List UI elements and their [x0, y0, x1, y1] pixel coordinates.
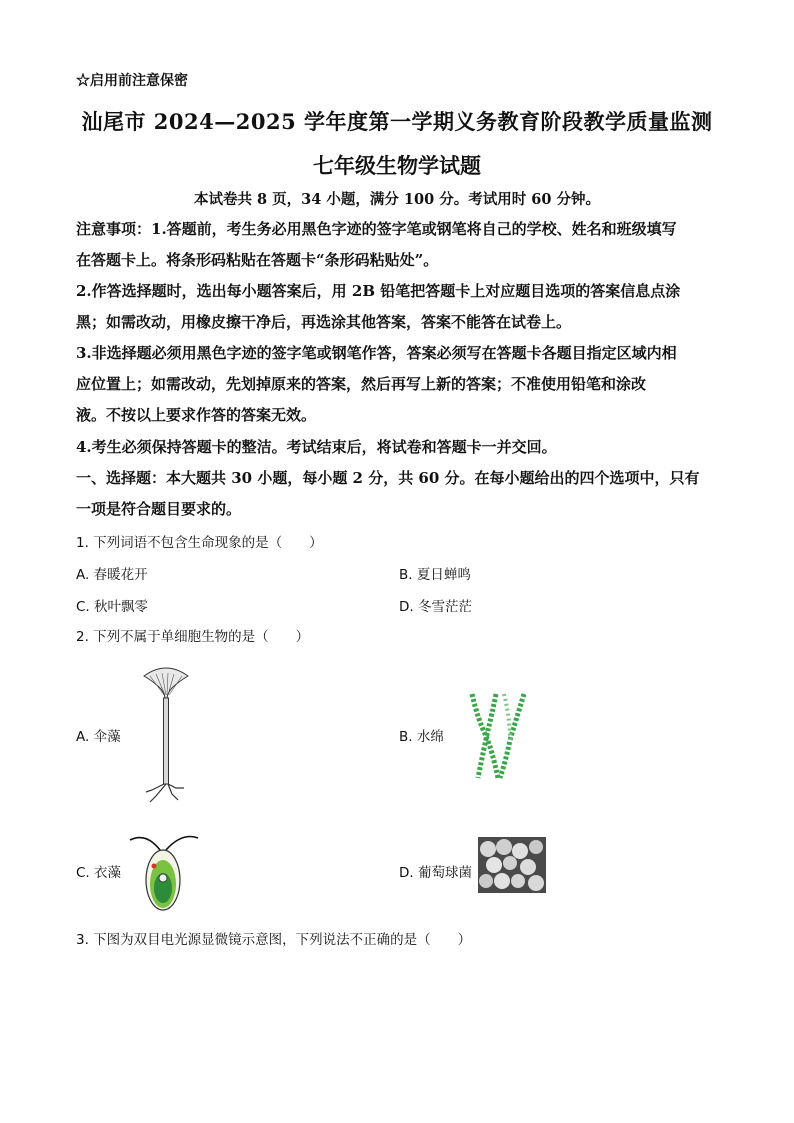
option-d[interactable]: D. 葡萄球菌 — [399, 865, 472, 881]
question-stem: 2. 下列不属于单细胞生物的是（ ） — [76, 629, 310, 645]
note-line: 4.考生必须保持答题卡的整洁。考试结束后，将试卷和答题卡一并交回。 — [76, 438, 557, 456]
exam-title: 汕尾市 2024—2025 学年度第一学期义务教育阶段教学质量监测 — [81, 109, 713, 134]
exam-info: 本试卷共 8 页，34 小题，满分 100 分。考试用时 60 分钟。 — [193, 191, 601, 208]
section-line: 一项是符合题目要求的。 — [76, 500, 242, 518]
chlamydomonas-image — [126, 830, 202, 914]
note-line: 在答题卡上。将条形码粘贴在答题卡“条形码粘贴处”。 — [76, 251, 439, 269]
option-c[interactable]: C. 衣藻 — [76, 865, 122, 881]
acetabularia-image — [138, 662, 194, 804]
note-line: 应位置上；如需改动，先划掉原来的答案，然后再写上新的答案；不准使用铅笔和涂改 — [76, 375, 647, 393]
option-d[interactable]: D. 冬雪茫茫 — [399, 599, 472, 615]
option-a[interactable]: A. 伞藻 — [76, 729, 121, 745]
section-line: 一、选择题：本大题共 30 小题，每小题 2 分，共 60 分。在每小题给出的四个选项中，只有 — [76, 469, 700, 487]
staphylococcus-image — [478, 837, 546, 893]
note-line: 黑；如需改动，用橡皮擦干净后，再选涂其他答案，答案不能答在试卷上。 — [76, 313, 572, 331]
note-line: 注意事项：1.答题前，考生务必用黑色字迹的签字笔或钢笔将自己的学校、姓名和班级填写 — [76, 220, 677, 238]
note-line: 液。不按以上要求作答的答案无效。 — [76, 406, 317, 424]
spirogyra-image — [466, 690, 530, 782]
option-b[interactable]: B. 水绵 — [399, 729, 444, 745]
question-stem: 1. 下列词语不包含生命现象的是（ ） — [76, 535, 323, 551]
option-c[interactable]: C. 秋叶飘零 — [76, 599, 149, 615]
confidential-label: ☆启用前注意保密 — [76, 73, 188, 89]
note-line: 2.作答选择题时，选出每小题答案后，用 2B 铅笔把答题卡上对应题目选项的答案信息点涂 — [76, 282, 681, 300]
exam-subtitle: 七年级生物学试题 — [313, 153, 481, 178]
option-b[interactable]: B. 夏日蝉鸣 — [399, 567, 471, 583]
note-line: 3.非选择题必须用黑色字迹的签字笔或钢笔作答，答案必须写在答题卡各题目指定区域内相 — [76, 344, 677, 362]
question-stem: 3. 下图为双目电光源显微镜示意图，下列说法不正确的是（ ） — [76, 932, 472, 948]
option-a[interactable]: A. 春暖花开 — [76, 567, 148, 583]
